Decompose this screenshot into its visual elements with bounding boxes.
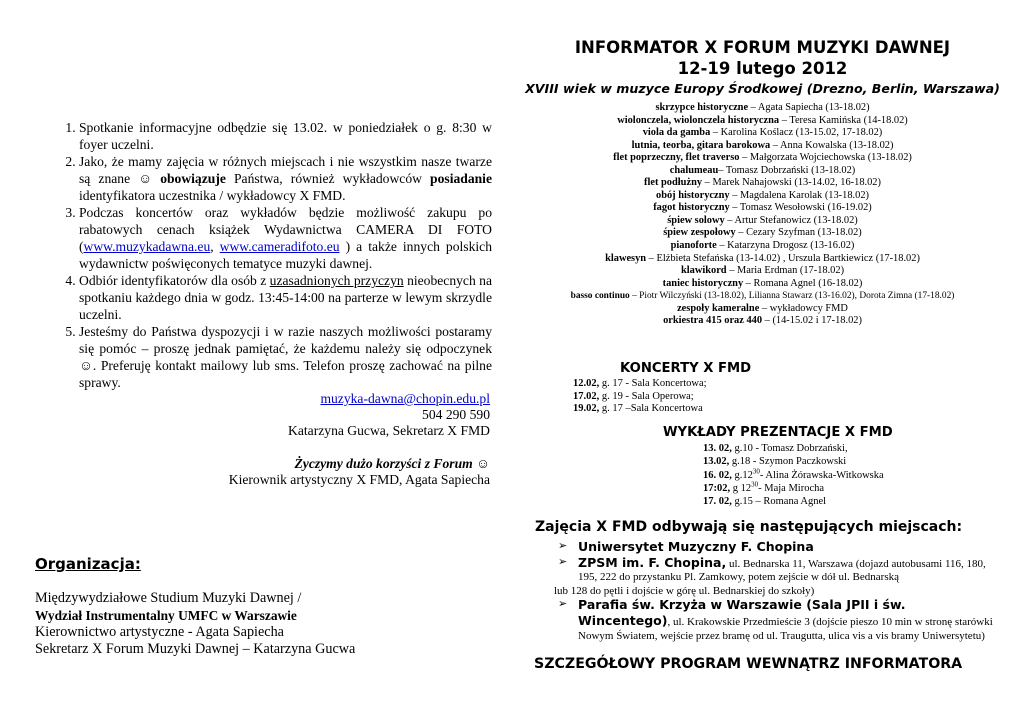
list-item: 17.02, g. 19 - Sala Operowa; (573, 390, 694, 402)
list-item: ➢ ZPSM im. F. Chopina, ul. Bednarska 11, Warszawa (dojazd autobusami 116, 180, 195, 222 do przystanku Pl. Zamkowy, potem zejście w dół ul. Bednarską (558, 554, 986, 584)
instructor-row: śpiew zespołowy – Cezary Szyfman (13-18.02) (663, 227, 862, 239)
lecture-row: 13. 02, g.10 - Tomasz Dobrzański, (703, 443, 848, 454)
phone-number: 504 290 590 (422, 407, 490, 422)
lecture-row: 16. 02, $g.12^{30}-$ Alina Żórawska-Witkowska (703, 467, 884, 481)
list-item: 19.02, g. 17 –Sala Koncertowa (573, 403, 703, 415)
instructor-row: viola da gamba – Karolina Koślacz (13-15.02, 17-18.02) (642, 127, 883, 139)
contact-block (55, 391, 490, 439)
instructor-row: flet podłużny – Marek Nahajowski (13-14.02, 16-18.02) (644, 177, 881, 189)
list-item: 12.02, g. 17 - Sala Koncertowa; (573, 378, 707, 389)
instructor-row: pianoforte – Katarzyna Drogosz (13-16.02) (670, 240, 855, 252)
arrow-bullet-icon: ➢ (558, 598, 568, 611)
list-item: 3. Podczas koncertów oraz wykładów będzie możliwość zakupu po rabatowych cenach książek Wydawnictwa CAMERA DI FOTO (www.muzykadawna.eu, www.cameradifoto.eu ) a także innych polskich wydawnictw poświęconych tematyce muzyki dawnej. (79, 204, 492, 272)
org-heading: Organizacja: (35, 555, 141, 573)
info-list (55, 119, 492, 391)
link-cameradifoto[interactable]: www.cameradifoto.eu (219, 239, 340, 254)
wish-text: Życzymy dużo korzyści z Forum ☺ (294, 456, 490, 471)
page-dates: 12-19 lutego 2012 (677, 59, 848, 78)
instructor-row: obój historyczny – Magdalena Karolak (13-18.02) (656, 189, 869, 201)
concerts-list (573, 378, 707, 416)
instructor-row: klawikord – Maria Erdman (17-18.02) (680, 265, 845, 277)
instructor-row: fagot historyczny – Tomasz Wesołowski (16-19.02) (653, 202, 872, 214)
instructor-row: lutnia, teorba, gitara barokowa – Anna Kowalska (13-18.02) (631, 139, 894, 151)
instructor-row: chalumeau– Tomasz Dobrzański (13-18.02) (669, 164, 856, 176)
list-item: 1. Spotkanie informacyjne odbędzie się 13.02. w poniedziałek o g. 8:30 w foyer uczelni. (79, 119, 492, 153)
list-item: 2. Jako, że mamy zajęcia w różnych miejscach i nie wszystkim nasze twarze są znane ☺ obowiązuje Państwa, również wykładowców posiadanie identyfikatora uczestnika / wykładowcy X FMD. (79, 153, 492, 204)
page-title: INFORMATOR X FORUM MUZYKI DAWNEJ (574, 38, 951, 57)
arrow-bullet-icon: ➢ (558, 540, 568, 552)
instructor-row: flet poprzeczny, flet traverso – Małgorzata Wojciechowska (13-18.02) (613, 152, 912, 164)
list-item: ➢ Uniwersytet Muzyczny F. Chopina (558, 539, 814, 554)
director-text: Kierownik artystyczny X FMD, Agata Sapiecha (228, 472, 490, 487)
lectures-heading: WYKŁADY PREZENTACJE X FMD (663, 425, 893, 440)
places-list (554, 539, 998, 643)
instructor-row: zespoły kameralne – wykładowcy FMD (677, 302, 848, 314)
page-subtitle: XVIII wiek w muzyce Europy Środkowej (Drezno, Berlin, Warszawa) (525, 81, 1000, 96)
instructor-row: klawesyn – Elżbieta Stefańska (13-14.02) , Urszula Bartkiewicz (17-18.02) (605, 252, 920, 264)
list-item: ➢ Parafia św. Krzyża w Warszawie (Sala JPII i św. Wincentego), ul. Krakowskie Przedmieście 3 (dojście pieszo 10 min w stronę starówki Nowym Światem, wejście przez bramę od ul. Traugutta, ulica vis a vis bramy Uniwersytetu) (558, 597, 993, 642)
signature: Katarzyna Gucwa, Sekretarz X FMD (288, 423, 490, 438)
lectures-list (703, 442, 884, 508)
instructors-list (525, 102, 1000, 328)
lecture-row: 17. 02, g.15 – Romana Agnel (703, 496, 827, 508)
instructor-row: basso continuo – Piotr Wilczyński (13-18.02), Lilianna Stawarz (13-16.02), Dorota Zimna (17-18.02) (570, 291, 955, 302)
bus-note: lub 128 do pętli i dojście w górę ul. Bednarskiej do szkoły) (554, 584, 815, 597)
list-item: 5. Jesteśmy do Państwa dyspozycji i w razie naszych możliwości postaramy się pomóc – proszę jednak pamiętać, że każdemu należy się odpoczynek ☺. Preferuję kontakt mailowy lub sms. Telefon proszę zachować na pilne sprawy. (79, 323, 492, 391)
places-heading: Zajęcia X FMD odbywają się następujących miejscach: (535, 519, 963, 535)
link-muzykadawna[interactable]: www.muzykadawna.eu (83, 239, 211, 254)
instructor-row: orkiestra 415 oraz 440 – (14-15.02 i 17-18.02) (663, 315, 862, 327)
instructor-row: taniec historyczny – Romana Agnel (16-18.02) (662, 277, 863, 289)
wish-block (55, 456, 490, 488)
list-item: 4. Odbiór identyfikatorów dla osób z uzasadnionych przyczyn nieobecnych na spotkaniu każdego dnia w godz. 13:45-14:00 na parterze w lewym skrzydle uczelni. (79, 272, 492, 323)
org-block: Międzywydziałowe Studium Muzyki Dawnej / Wydział Instrumentalny UMFC w Warszawie Kierownictwo artystyczne - Agata Sapiecha Sekretarz X Forum Muzyki Dawnej – Katarzyna Gucwa (35, 590, 356, 657)
bottom-note: SZCZEGÓŁOWY PROGRAM WEWNĄTRZ INFORMATORA (534, 656, 963, 672)
lecture-row: 13.02, g.18 - Szymon Paczkowski (703, 456, 847, 468)
instructor-row: skrzypce historyczne – Agata Sapiecha (13-18.02) (655, 102, 870, 113)
email-link[interactable]: muzyka-dawna@chopin.edu.pl (320, 391, 490, 406)
arrow-bullet-icon: ➢ (558, 555, 568, 568)
concerts-heading: KONCERTY X FMD (620, 361, 752, 376)
instructor-row: wiolonczela, wiolonczela historyczna – Teresa Kamińska (14-18.02) (617, 114, 908, 126)
instructor-row: śpiew solowy – Artur Stefanowicz (13-18.02) (667, 214, 858, 226)
lecture-row: 17:02, g $12^{30}-$ Maja Mirocha (703, 480, 825, 494)
